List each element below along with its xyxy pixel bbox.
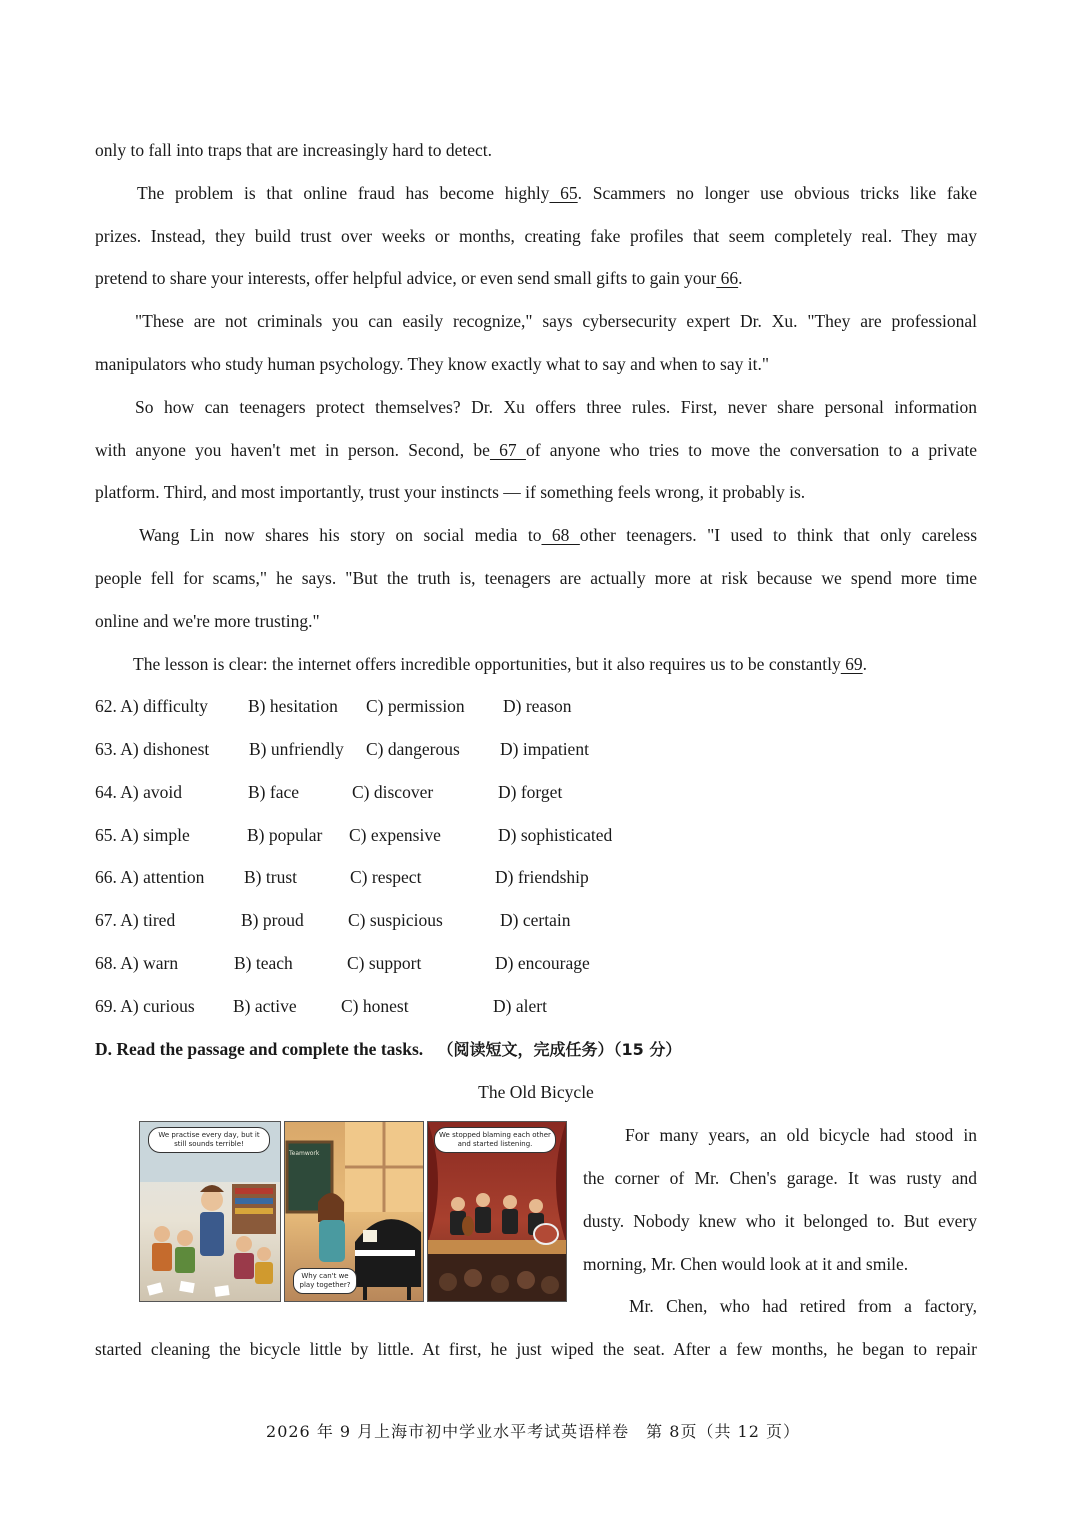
option-b: B) unfriendly [249, 739, 344, 759]
comic-panel-3 [427, 1121, 567, 1302]
option-a: 64. A) avoid [95, 782, 183, 802]
story-line: morning, Mr. Chen would look at it and smile. [583, 1254, 909, 1274]
text: with anyone you haven't met in person. Second, be [95, 440, 490, 460]
heading-cn: （阅读短文，完成任务）（15 分） [437, 1040, 682, 1059]
option-a: 65. A) simple [95, 825, 190, 845]
passage-line [95, 438, 977, 462]
text: of anyone who tries to move the conversation to a private [525, 440, 977, 460]
option-d: D) encourage [495, 953, 590, 973]
speech-bubble: We practise every day, but it still sounds terrible! [148, 1127, 270, 1153]
text: The problem is that online fraud has become highly [137, 183, 550, 203]
option-c: C) discover [352, 782, 434, 802]
section-d-heading [95, 1037, 681, 1062]
comic-panel-2 [284, 1121, 424, 1302]
passage-line [95, 523, 977, 547]
blank-69: 69 [840, 654, 863, 674]
blank-68: 68 [541, 525, 580, 545]
option-b: B) popular [247, 825, 323, 845]
text: pretend to share your interests, offer helpful advice, or even send small gifts to gain your [95, 268, 717, 288]
option-c: C) honest [341, 996, 409, 1016]
passage-line: So how can teenagers protect themselves? Dr. Xu offers three rules. First, never share personal information [135, 397, 977, 417]
option-a: 62. A) difficulty [95, 696, 208, 716]
story-line: the corner of Mr. Chen's garage. It was rusty and [583, 1168, 977, 1188]
option-c: C) permission [366, 696, 465, 716]
option-c: C) dangerous [366, 739, 460, 759]
story-line: dusty. Nobody knew who it belonged to. But every [583, 1211, 977, 1231]
chalkboard-word: Teamwork [289, 1150, 320, 1157]
option-a: 63. A) dishonest [95, 739, 210, 759]
passage-line: prizes. Instead, they build trust over weeks or months, creating fake profiles that seem completely real. They may [95, 226, 977, 246]
text: . [738, 268, 743, 288]
option-d: D) alert [493, 996, 547, 1016]
option-a: 68. A) warn [95, 953, 179, 973]
option-d: D) reason [503, 696, 572, 716]
text: Wang Lin now shares his story on social media to [139, 525, 542, 545]
option-b: B) trust [244, 867, 297, 887]
option-d: D) sophisticated [498, 825, 613, 845]
option-b: B) face [248, 782, 300, 802]
speech-bubble: We stopped blaming each other and started listening. [434, 1127, 556, 1153]
option-d: D) forget [498, 782, 563, 802]
passage-line: manipulators who study human psychology. They know exactly what to say and when to say it." [95, 354, 769, 374]
story-line: Mr. Chen, who had retired from a factory, [629, 1296, 977, 1316]
option-a: 67. A) tired [95, 910, 176, 930]
option-b: B) teach [234, 953, 293, 973]
option-a: 66. A) attention [95, 867, 205, 887]
heading-en: D. Read the passage and complete the tasks. [95, 1039, 424, 1059]
speech-bubble: Why can't we play together? [293, 1268, 357, 1294]
option-d: D) friendship [495, 867, 589, 887]
option-c: C) respect [350, 867, 422, 887]
option-c: C) expensive [349, 825, 441, 845]
text: The lesson is clear: the internet offers incredible opportunities, but it also requires us to be constantly [133, 654, 841, 674]
passage-line: only to fall into traps that are increasingly hard to detect. [95, 140, 493, 160]
option-c: C) support [347, 953, 422, 973]
blank-66: 66 [716, 268, 739, 288]
passage-line [95, 266, 977, 290]
story-line: For many years, an old bicycle had stood in [625, 1125, 977, 1145]
text: . [862, 654, 868, 674]
passage-line: "These are not criminals you can easily recognize," says cybersecurity expert Dr. Xu. "They are professional [135, 311, 977, 331]
passage-line: online and we're more trusting." [95, 611, 320, 631]
option-c: C) suspicious [348, 910, 443, 930]
page-footer: 2026 年 9 月上海市初中学业水平考试英语样卷 第 8页（共 12 页） [266, 1422, 800, 1441]
text: other teenagers. "I used to think that only careless [579, 525, 978, 545]
blank-65: 65 [549, 183, 578, 203]
passage-line: platform. Third, and most importantly, trust your instincts — if something feels wrong, it probably is. [95, 482, 806, 502]
blank-67: 67 [489, 440, 526, 460]
passage-line [95, 652, 977, 676]
comic-panel-1 [139, 1121, 281, 1302]
passage-line: people fell for scams," he says. "But the truth is, teenagers are actually more at risk because we spend more time [95, 568, 977, 588]
option-b: B) proud [241, 910, 304, 930]
passage-line [95, 181, 977, 205]
text: . Scammers no longer use obvious tricks like fake [577, 183, 977, 203]
option-d: D) certain [500, 910, 571, 930]
story-title: The Old Bicycle [478, 1082, 594, 1102]
option-a: 69. A) curious [95, 996, 195, 1016]
option-b: B) hesitation [248, 696, 338, 716]
story-line: started cleaning the bicycle little by little. At first, he just wiped the seat. After a few months, he began to repair [95, 1339, 977, 1359]
option-d: D) impatient [500, 739, 589, 759]
option-b: B) active [233, 996, 297, 1016]
